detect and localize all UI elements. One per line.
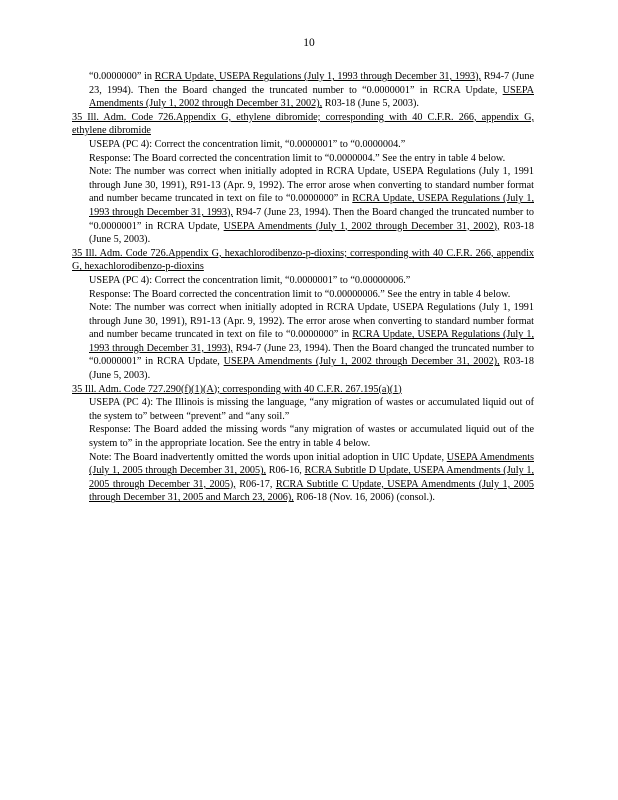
note-text: R94-7 (June 23, 1994). Then the Board changed the truncated number to “0.0000001” in RCRA Update, xyxy=(89,342,534,368)
continued-note-underlined-1: RCRA Update, USEPA Regulations (July 1, 1993 through December 31, 1993), xyxy=(154,71,482,82)
note-underlined: USEPA Amendments (July 1, 2002 through December 31, 2002), xyxy=(223,356,500,368)
continued-note-text-1: “0.0000000” in xyxy=(89,71,155,82)
continued-note-text-2: R94-7 (June 23, 1994). Then the Board changed the truncated number to “0.0000001” in RCRA Update, xyxy=(89,71,534,96)
document-body xyxy=(72,70,534,505)
note-text: Note: The Board inadvertently omitted the words upon initial adoption in UIC Update, xyxy=(89,451,447,463)
continued-note xyxy=(72,70,534,111)
entry-citation-text: 35 Ill. Adm. Code 726.Appendix G, ethylene dibromide; corresponding with 40 C.F.R. 266, appendix G, ethylene dibromide xyxy=(72,111,534,137)
note-text: Note: The number was correct when initially adopted in RCRA Update, USEPA Regulations (July 1, 1991 through June 30, 1991), R91-13 (Apr. 9, 1992). The error arose when converting to standard number format and number became truncated in text on file to “0.0000000” in xyxy=(89,166,534,205)
note-text: Note: The number was correct when initially adopted in RCRA Update, USEPA Regulations (July 1, 1991 through June 30, 1991), R91-13 (Apr. 9, 1992). The error arose when converting to standard number format and number became truncated in text on file to “0.0000000” in xyxy=(89,302,534,341)
note-underlined: RCRA Update, USEPA Regulations (July 1, 1993 through December 31, 1993), xyxy=(89,329,534,354)
note-text: R03-18 (June 5, 2003). xyxy=(89,220,534,246)
note-text: R03-18 (June 5, 2003). xyxy=(89,356,534,382)
entry-citation xyxy=(72,247,534,274)
note-underlined: RCRA Update, USEPA Regulations (July 1, 1993 through December 31, 1993), xyxy=(89,193,534,218)
entry-response: Response: The Board added the missing words “any migration of wastes or accumulated liquid out of the system to” in the appropriate location. See the entry in table 4 below. xyxy=(89,424,534,450)
page-number: 10 xyxy=(303,37,315,49)
note-underlined: USEPA Amendments (July 1, 2005 through December 31, 2005), xyxy=(89,451,534,477)
note-text: R06-16, xyxy=(266,465,305,477)
entry-response: Response: The Board corrected the concentration limit to “0.00000006.” See the entry in table 4 below. xyxy=(89,288,511,300)
entry-comment: USEPA (PC 4): Correct the concentration limit, “0.0000001” to “0.0000004.” xyxy=(89,138,406,150)
note-underlined: RCRA Subtitle D Update, USEPA Amendments (July 1, 2005 through December 31, 2005), xyxy=(89,465,534,490)
continued-note-underlined-2: USEPA Amendments (July 1, 2002 through December 31, 2002), xyxy=(89,84,534,110)
note-underlined: USEPA Amendments (July 1, 2002 through December 31, 2002), xyxy=(223,220,500,232)
entry-citation-text: 35 Ill. Adm. Code 726.Appendix G, hexachlorodibenzo-p-dioxins; corresponding with 40 C.F.R. 266, appendix G, hexachlorodibenzo-p-dioxins xyxy=(72,247,534,273)
entry-citation-text: 35 Ill. Adm. Code 727.290(f)(1)(A); corresponding with 40 C.F.R. 267.195(a)(1) xyxy=(72,383,402,395)
entry-note xyxy=(72,451,534,505)
entry-citation xyxy=(72,111,534,138)
note-text: R94-7 (June 23, 1994). Then the Board changed the truncated number to “0.0000001” in RCRA Update, xyxy=(89,206,534,232)
note-text: R06-18 (Nov. 16, 2006) (consol.). xyxy=(293,492,435,504)
entry-comment: USEPA (PC 4): The Illinois is missing the language, “any migration of wastes or accumulated liquid out of the system to” between “prevent” and “any soil.” xyxy=(89,397,534,422)
note-text: R06-17, xyxy=(235,478,276,490)
entry-comment: USEPA (PC 4): Correct the concentration limit, “0.0000001” to “0.00000006.” xyxy=(89,274,411,286)
entry-note xyxy=(72,301,534,383)
continued-note-text-3: R03-18 (June 5, 2003). xyxy=(322,98,419,110)
entry-citation xyxy=(72,383,534,397)
entry-response: Response: The Board corrected the concentration limit to “0.0000004.” See the entry in table 4 below. xyxy=(89,152,506,164)
note-underlined: RCRA Subtitle C Update, USEPA Amendments (July 1, 2005 through December 31, 2005 and March 23, 2006), xyxy=(89,478,534,504)
entry-note xyxy=(72,165,534,247)
